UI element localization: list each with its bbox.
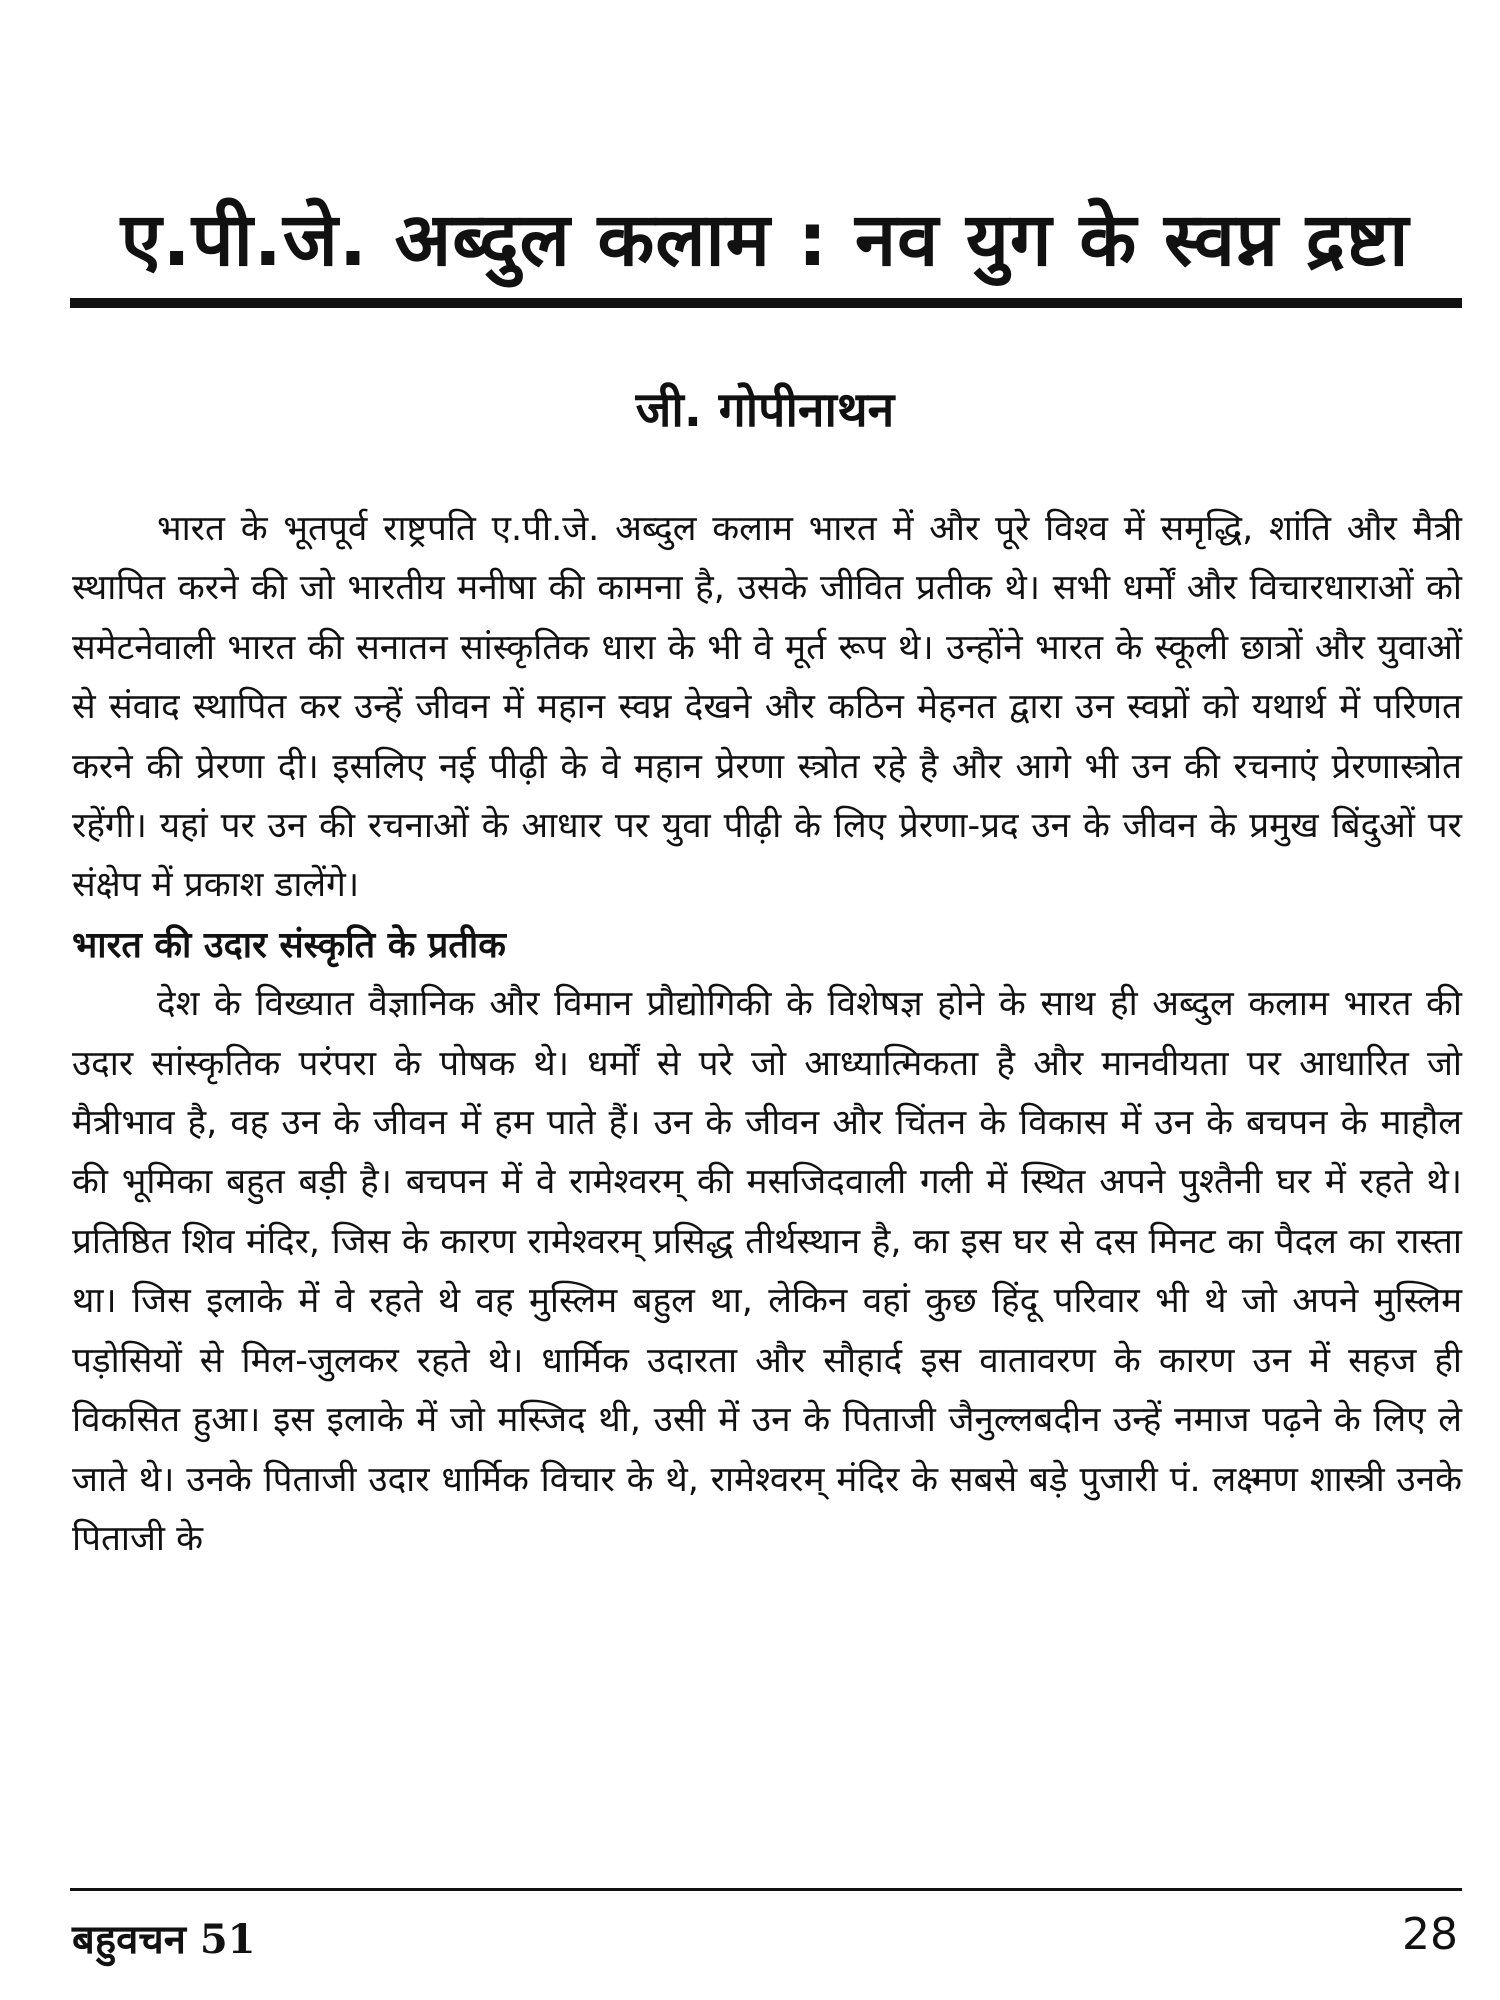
title-divider [70,298,1462,308]
article-title: ए.पी.जे. अब्दुल कलाम : नव युग के स्वप्न द्रष्टा [120,196,1410,283]
footer-divider [70,1888,1462,1891]
journal-name: बहुवचन 51 [72,1916,256,1963]
section-heading: भारत की उदार संस्कृति के प्रतीक [72,924,506,966]
page-number: 28 [1402,1909,1458,1960]
body-paragraph-2: देश के विख्यात वैज्ञानिक और विमान प्रौद्योगिकी के विशेषज्ञ होने के साथ ही अब्दुल कलाम भारत की उदार सांस्कृतिक परंपरा के पोषक थे। धर्मों से परे जो आध्यात्मिकता है और मानवीयता पर आधारित जो मैत्रीभाव है, वह उन के जीवन में हम पाते हैं। उन के जीवन और चिंतन के विकास में उन के बचपन के माहौल की भूमिका बहुत बड़ी है। बचपन में वे रामेश्वरम् की मसजिदवाली गली में स्थित अपने पुश्तैनी घर में रहते थे। प्रतिष्ठित शिव मंदिर, जिस के कारण रामेश्वरम् प्रसिद्ध तीर्थस्थान है, का इस घर से दस मिनट का पैदल का रास्ता था। जिस इलाके में वे रहते थे वह मुस्लिम बहुल था, लेकिन वहां कुछ हिंदू परिवार भी थे जो अपने मुस्लिम पड़ोसियों से मिल-जुलकर रहते थे। धार्मिक उदारता और सौहार्द इस वातावरण के कारण उन में सहज ही विकसित हुआ। इस इलाके में जो मस्जिद थी, उसी में उन के पिताजी जैनुल्लबदीन उन्हें नमाज पढ़ने के लिए ले जाते थे। उनके पिताजी उदार धार्मिक विचार के थे, रामेश्वरम् मंदिर के सबसे बड़े पुजारी पं. लक्ष्मण शास्त्री उनके पिताजी के [72,984,1462,1559]
article-body [72,500,1462,1569]
body-paragraph-1: भारत के भूतपूर्व राष्ट्रपति ए.पी.जे. अब्दुल कलाम भारत में और पूरे विश्व में समृद्धि, शांति और मैत्री स्थापित करने की जो भारतीय मनीषा की कामना है, उसके जीवित प्रतीक थे। सभी धर्मों और विचारधाराओं को समेटनेवाली भारत की सनातन सांस्कृतिक धारा के भी वे मूर्त रूप थे। उन्होंने भारत के स्कूली छात्रों और युवाओं से संवाद स्थापित कर उन्हें जीवन में महान स्वप्न देखने और कठिन मेहनत द्वारा उन स्वप्नों को यथार्थ में परिणत करने की प्रेरणा दी। इसलिए नई पीढ़ी के वे महान प्रेरणा स्त्रोत रहे है और आगे भी उन की रचनाएं प्रेरणास्त्रोत रहेंगी। यहां पर उन की रचनाओं के आधार पर युवा पीढ़ी के लिए प्रेरणा-प्रद उन के जीवन के प्रमुख बिंदुओं पर संक्षेप में प्रकाश डालेंगे। [72,509,1462,906]
author-name: जी. गोपीनाथन [635,382,895,438]
